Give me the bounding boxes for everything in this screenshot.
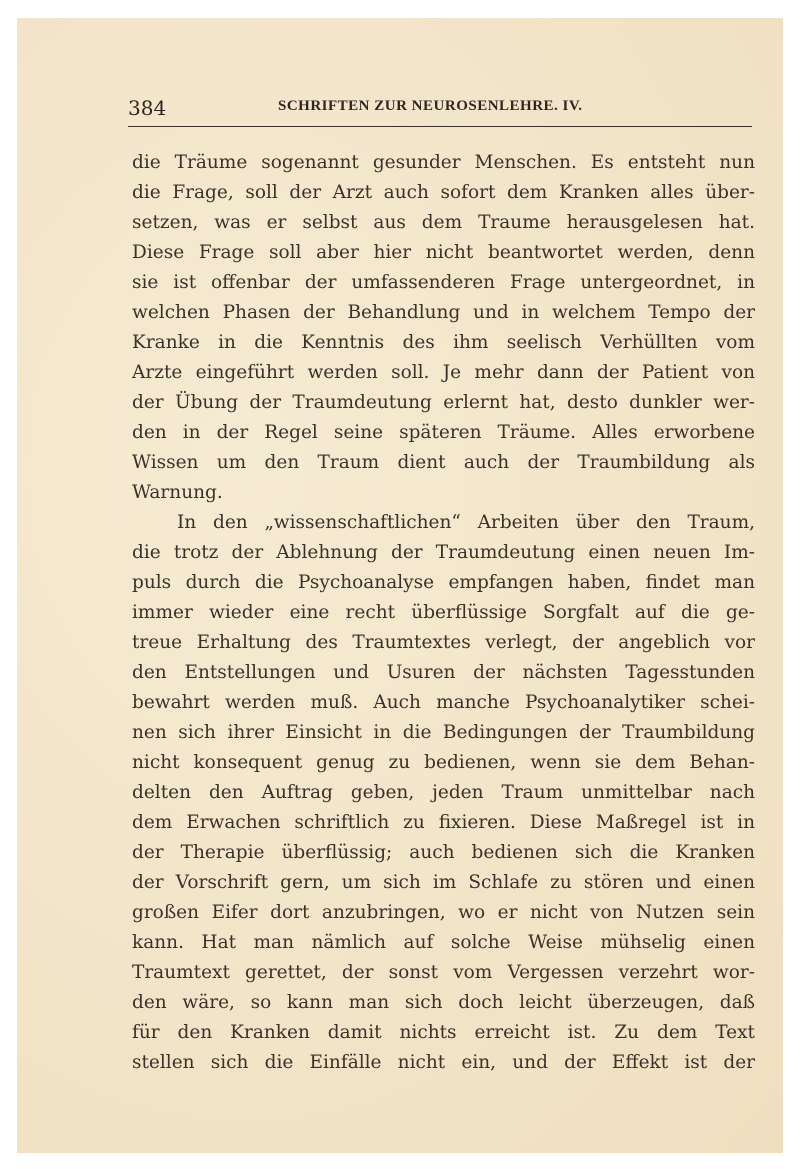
page-number: 384: [128, 96, 167, 120]
text-line: sie ist offenbar der umfassenderen Frage untergeordnet, in: [132, 272, 755, 293]
text-line: welchen Phasen der Behandlung und in welchem Tempo der: [132, 302, 755, 323]
scanned-page: [17, 18, 783, 1153]
text-line: puls durch die Psychoanalyse empfangen haben, findet man: [132, 572, 755, 593]
body-text: [132, 148, 755, 1078]
text-line: treue Erhaltung des Traumtextes verlegt, der angeblich vor: [132, 632, 755, 653]
paragraph-1: [132, 148, 755, 508]
text-line: Arzte eingeführt werden soll. Je mehr dann der Patient von: [132, 362, 755, 383]
text-line: die Frage, soll der Arzt auch sofort dem Kranken alles über-: [132, 182, 755, 203]
text-line: kann. Hat man nämlich auf solche Weise mühselig einen: [132, 932, 755, 953]
text-line: für den Kranken damit nichts erreicht ist. Zu dem Text: [132, 1022, 755, 1043]
text-line: Diese Frage soll aber hier nicht beantwortet werden, denn: [132, 242, 755, 263]
text-line: großen Eifer dort anzubringen, wo er nicht von Nutzen sein: [132, 902, 755, 923]
text-line: stellen sich die Einfälle nicht ein, und der Effekt ist der: [132, 1052, 755, 1073]
text-line: dem Erwachen schriftlich zu fixieren. Diese Maßregel ist in: [132, 812, 755, 833]
text-line: den Entstellungen und Usuren der nächsten Tagesstunden: [132, 662, 755, 683]
text-line: Kranke in die Kenntnis des ihm seelisch Verhüllten vom: [132, 332, 755, 353]
text-line: die trotz der Ablehnung der Traumdeutung einen neuen Im-: [132, 542, 755, 563]
text-line: der Therapie überflüssig; auch bedienen sich die Kranken: [132, 842, 755, 863]
text-line: In den „wissenschaftlichen“ Arbeiten über den Traum,: [177, 512, 755, 533]
page-header: [128, 96, 752, 127]
text-line: den wäre, so kann man sich doch leicht überzeugen, daß: [132, 992, 755, 1013]
text-line: delten den Auftrag geben, jeden Traum unmittelbar nach: [132, 782, 755, 803]
text-line: Warnung.: [132, 482, 223, 503]
paragraph-2: [132, 508, 755, 1078]
text-line: setzen, was er selbst aus dem Traume herausgelesen hat.: [132, 212, 755, 233]
text-line: der Vorschrift gern, um sich im Schlafe zu stören und einen: [132, 872, 755, 893]
text-line: Wissen um den Traum dient auch der Traumbildung als: [132, 452, 755, 473]
text-line: nen sich ihrer Einsicht in die Bedingungen der Traumbildung: [132, 722, 755, 743]
text-line: den in der Regel seine späteren Träume. Alles erworbene: [132, 422, 755, 443]
text-line: der Übung der Traumdeutung erlernt hat, desto dunkler wer-: [132, 392, 755, 413]
running-title: SCHRIFTEN ZUR NEUROSENLEHRE. IV.: [278, 98, 583, 114]
text-line: bewahrt werden muß. Auch manche Psychoanalytiker schei-: [132, 692, 755, 713]
text-line: immer wieder eine recht überflüssige Sorgfalt auf die ge-: [132, 602, 755, 623]
text-line: die Träume sogenannt gesunder Menschen. Es entsteht nun: [132, 152, 755, 173]
text-line: Traumtext gerettet, der sonst vom Vergessen verzehrt wor-: [132, 962, 755, 983]
text-line: nicht konsequent genug zu bedienen, wenn sie dem Behan-: [132, 752, 755, 773]
